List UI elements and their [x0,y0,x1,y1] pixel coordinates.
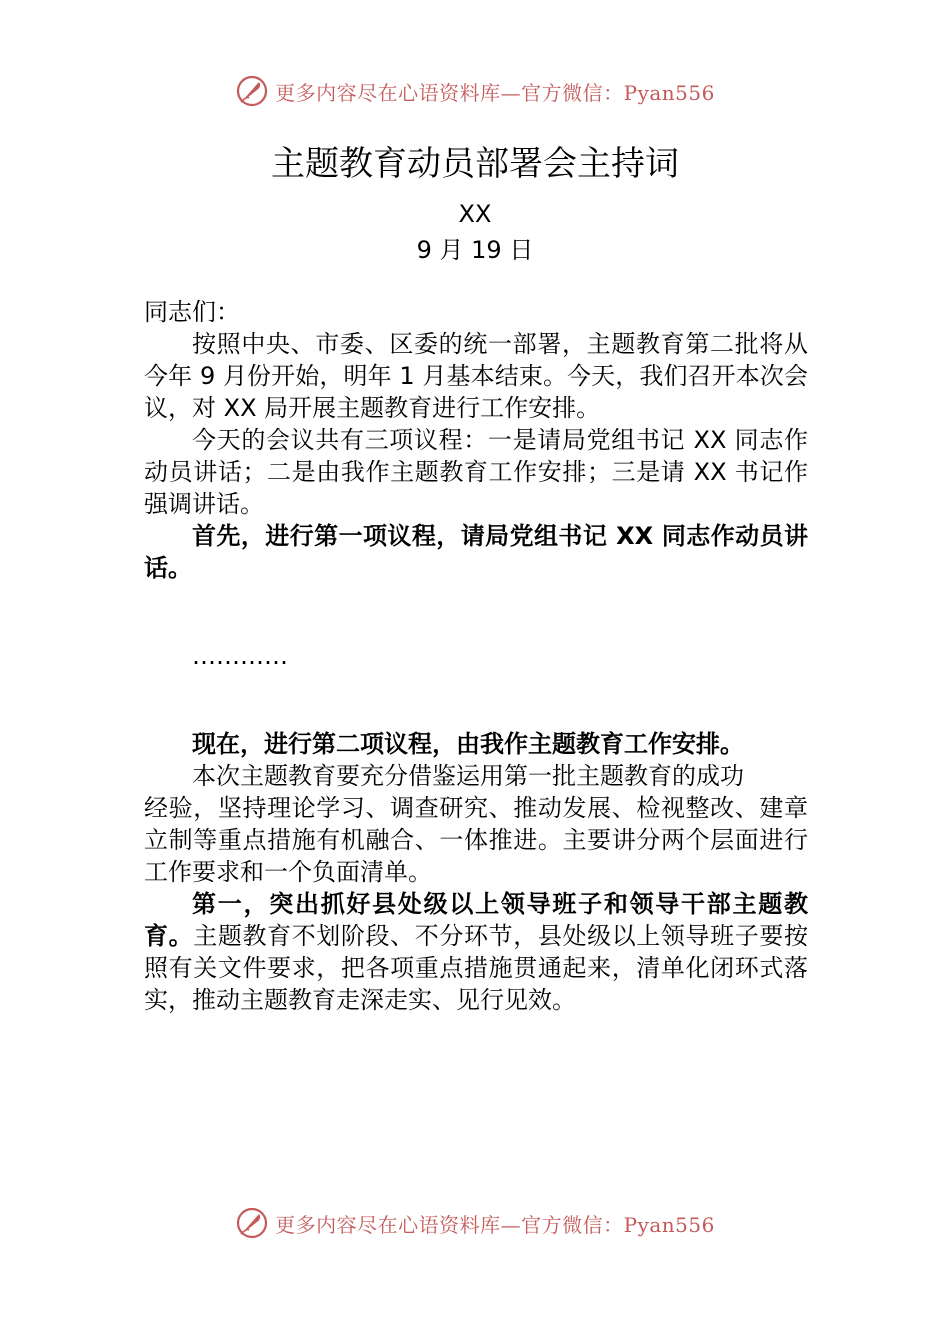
watermark-text: 更多内容尽在心语资料库—官方微信：Pyan556 [275,80,715,105]
watermark-text: 更多内容尽在心语资料库—官方微信：Pyan556 [275,1212,715,1237]
document-body [144,296,808,1016]
document-author: XX [458,200,492,228]
section-text: 主题教育不划阶段、不分环节，县处级以上领导班子要按照有关文件要求，把各项重点措施贯通起来，清单化闭环式落实，推动主题教育走深走实、见行见效。 [144,922,809,1014]
document-title: 主题教育动员部署会主持词 [271,144,679,184]
salutation: 同志们： [144,298,240,326]
paragraph: 按照中央、市委、区委的统一部署，主题教育第二批将从今年 9 月份开始，明年 1 月基本结束。今天，我们召开本次会议，对 XX 局开展主题教育进行工作安排。 [144,330,808,422]
paragraph: 经验，坚持理论学习、调查研究、推动发展、检视整改、建章立制等重点措施有机融合、一体推进。主要讲分两个层面进行工作要求和一个负面清单。 [144,794,808,886]
watermark-header [0,74,950,108]
watermark-footer [0,1206,950,1240]
quill-logo-icon [235,1206,269,1240]
paragraph-first-line: 本次主题教育要充分借鉴运用第一批主题教育的成功 [192,762,744,790]
quill-logo-icon [235,74,269,108]
paragraph: 今天的会议共有三项议程：一是请局党组书记 XX 同志作动员讲话；二是由我作主题教育工作安排；三是请 XX 书记作强调讲话。 [144,426,808,518]
ellipsis: ………… [192,642,288,670]
paragraph [144,888,808,1016]
document-date: 9 月 19 日 [416,236,534,264]
agenda-heading: 现在，进行第二项议程，由我作主题教育工作安排。 [192,730,744,758]
agenda-heading: 首先，进行第一项议程，请局党组书记 XX 同志作动员讲话。 [144,522,808,582]
section-heading: 第一，突出抓好县处级以上领导班子和领导干部主题教育。 [144,890,808,950]
